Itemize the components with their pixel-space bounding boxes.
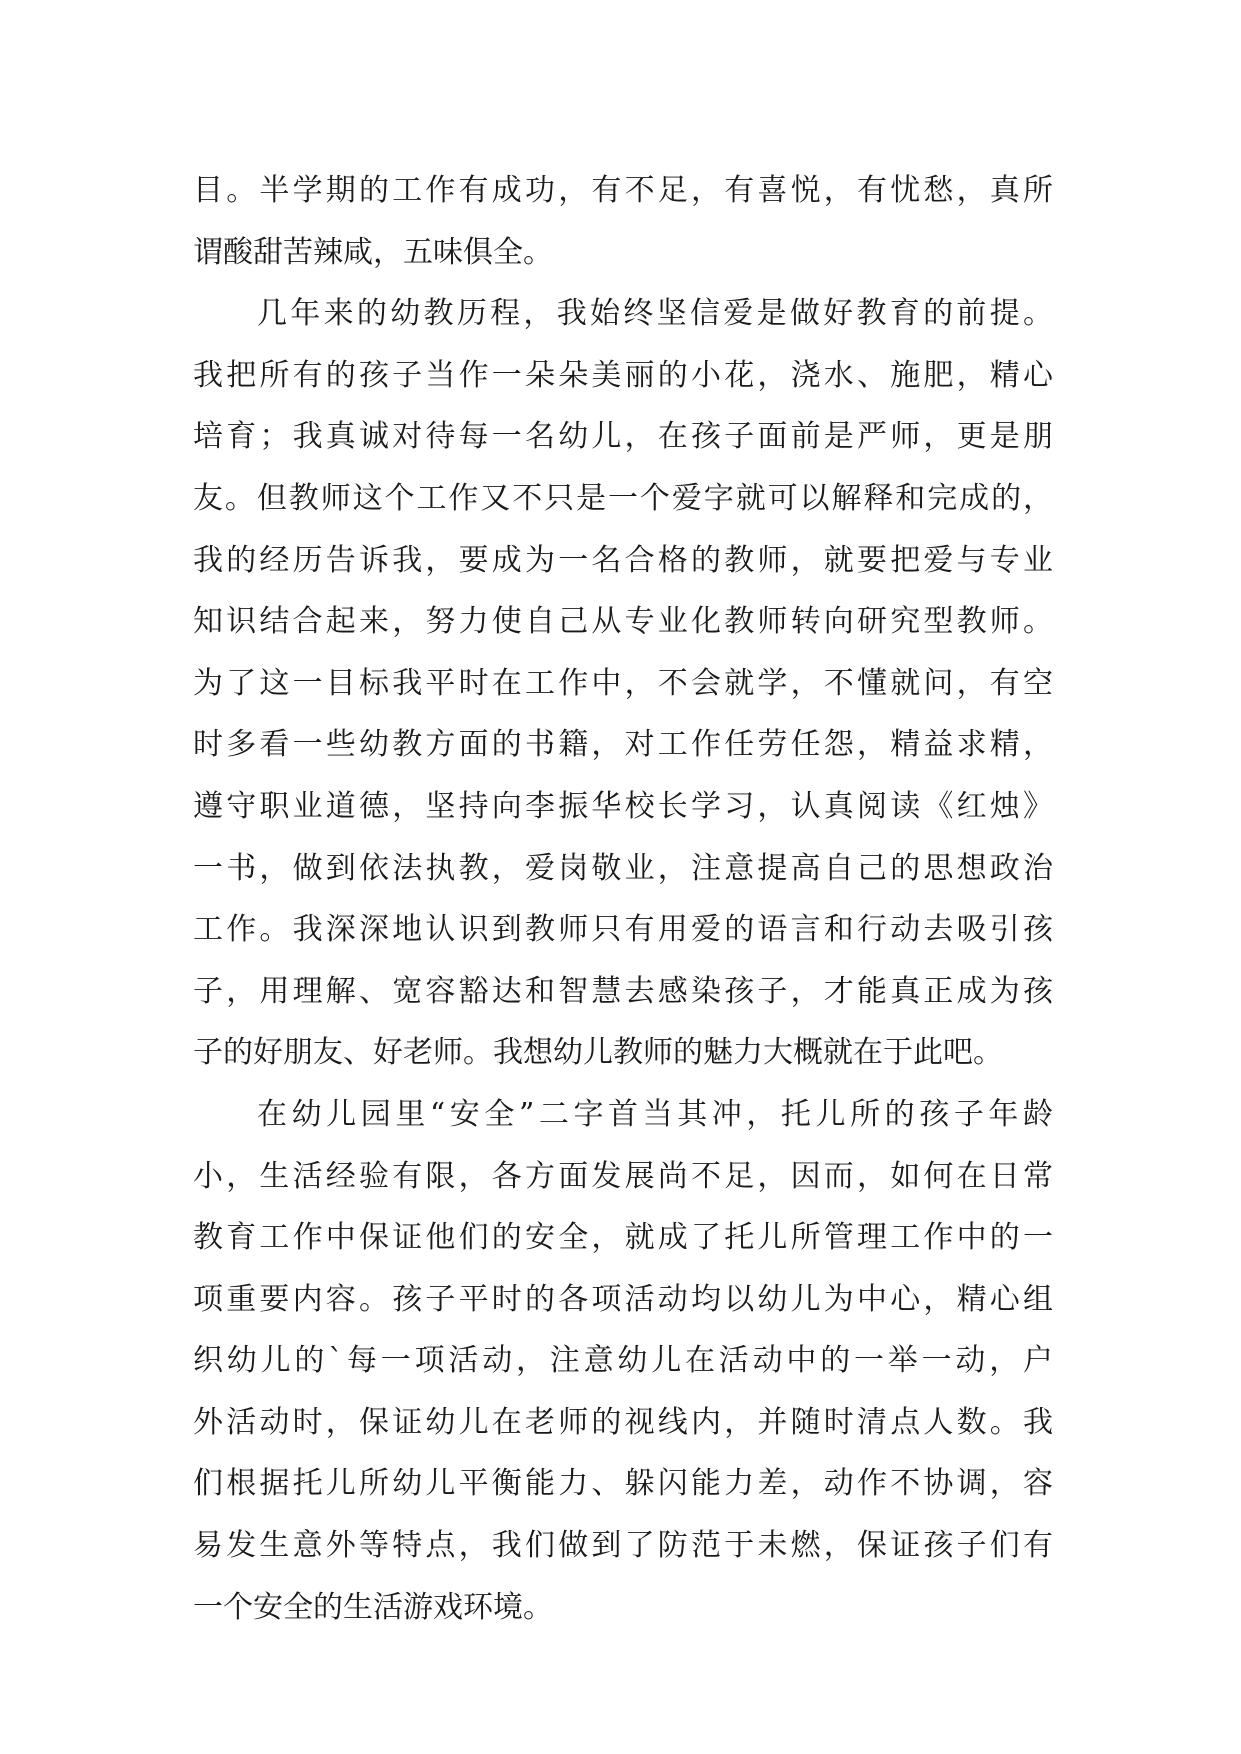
text-line: 一个安全的生活游戏环境。: [193, 1589, 553, 1625]
text-line: 小，生活经验有限，各方面发展尚不足，因而，如何在日常: [193, 1158, 1053, 1194]
text-line: 目。半学期的工作有成功，有不足，有喜悦，有忧愁，真所: [193, 173, 1053, 208]
text-line: 友。但教师这个工作又不只是一个爱字就可以解释和完成的，: [193, 480, 1053, 516]
text-line: 子的好朋友、好老师。我想幼儿教师的魅力大概就在于此吧。: [193, 1035, 1003, 1071]
text-line: 我的经历告诉我，要成为一名合格的教师，就要把爱与专业: [193, 542, 1053, 578]
text-line: 易发生意外等特点，我们做到了防范于未燃，保证孩子们有: [193, 1528, 1053, 1564]
text-line: 子，用理解、宽容豁达和智慧去感染孩子，才能真正成为孩: [193, 973, 1053, 1009]
text-line: 织幼儿的`每一项活动，注意幼儿在活动中的一举一动，户: [193, 1343, 1053, 1379]
text-line: 谓酸甜苦辣咸，五味俱全。: [193, 234, 553, 270]
text-line: 为了这一目标我平时在工作中，不会就学，不懂就问，有空: [193, 665, 1053, 701]
text-line: 工作。我深深地认识到教师只有用爱的语言和行动去吸引孩: [193, 912, 1053, 948]
text-line: 时多看一些幼教方面的书籍，对工作任劳任怨，精益求精，: [193, 727, 1053, 763]
document-body: [193, 160, 1053, 1638]
text-line: 几年来的幼教历程，我始终坚信爱是做好教育的前提。: [257, 296, 1053, 332]
text-line: 们根据托儿所幼儿平衡能力、躲闪能力差，动作不协调，容: [193, 1466, 1053, 1502]
text-line: 项重要内容。孩子平时的各项活动均以幼儿为中心，精心组: [193, 1281, 1053, 1317]
text-line: 我把所有的孩子当作一朵朵美丽的小花，浇水、施肥，精心: [193, 357, 1053, 393]
text-line: 外活动时，保证幼儿在老师的视线内，并随时清点人数。我: [193, 1404, 1053, 1440]
text-line: 教育工作中保证他们的安全，就成了托儿所管理工作中的一: [193, 1220, 1053, 1256]
text-line: 在幼儿园里“安全”二字首当其冲，托儿所的孩子年龄: [257, 1096, 1053, 1132]
text-line: 培育；我真诚对待每一名幼儿，在孩子面前是严师，更是朋: [193, 419, 1053, 455]
text-line: 一书，做到依法执教，爱岗敬业，注意提高自己的思想政治: [193, 850, 1053, 886]
text-line: 知识结合起来，努力使自己从专业化教师转向研究型教师。: [193, 604, 1053, 640]
text-line: 遵守职业道德，坚持向李振华校长学习，认真阅读《红烛》: [193, 788, 1053, 824]
